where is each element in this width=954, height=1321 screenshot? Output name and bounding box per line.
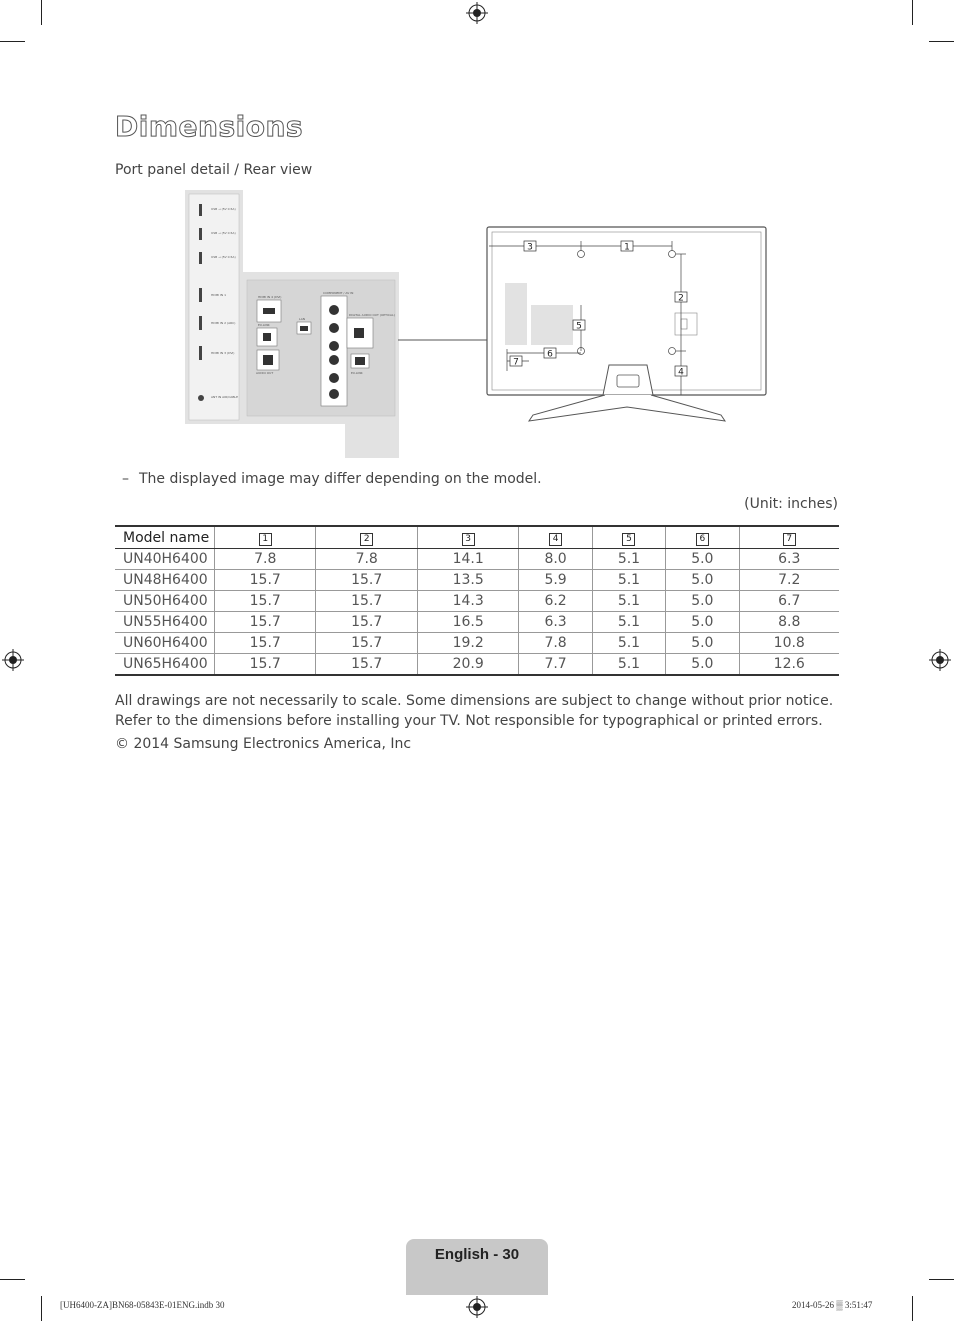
print-slug-left: [UH6400-ZA]BN68-05843E-01ENG.indb 30 (60, 1300, 225, 1310)
table-cell: 15.7 (215, 570, 316, 591)
table-cell: 5.1 (592, 654, 665, 676)
column-header (666, 526, 739, 549)
table-cell: UN48H6400 (115, 570, 215, 591)
dimension-marker-4: 4 (678, 367, 684, 378)
port-label: ANT IN AIR/CABLE (211, 395, 238, 399)
table-cell: 5.9 (519, 570, 592, 591)
table-cell: 14.1 (417, 549, 518, 570)
table-cell: 7.8 (316, 549, 417, 570)
crop-mark (929, 41, 954, 42)
crop-mark (0, 41, 25, 42)
model-note (122, 471, 542, 487)
crop-mark (912, 1296, 913, 1321)
page-title: Dimensions (115, 110, 304, 143)
disclaimer-text: All drawings are not necessarily to scale. Some dimensions are subject to change without prior notice. Refer to the dimensions before installing your TV. Not responsible for typographical or printed errors. (115, 693, 834, 729)
table-cell: 6.3 (519, 612, 592, 633)
port-label: HDMI IN 2 (ARC) (211, 321, 236, 325)
column-header (592, 526, 665, 549)
table-cell: 5.0 (666, 654, 739, 676)
table-cell: 6.7 (739, 591, 839, 612)
column-header-model: Model name (115, 526, 215, 549)
port-label: COMPONENT / AV IN (323, 291, 354, 295)
table-row (115, 633, 839, 654)
note-text: The displayed image may differ depending on the model. (139, 471, 542, 487)
table-cell: 7.7 (519, 654, 592, 676)
table-cell: 15.7 (215, 633, 316, 654)
dimension-marker-2: 2 (678, 293, 684, 304)
column-marker: 4 (549, 533, 562, 546)
table-cell: 5.0 (666, 591, 739, 612)
port-label: USB → (5V 0.5A) (211, 207, 236, 211)
print-slug-right: 2014-05-26 ▒ 3:51:47 (792, 1300, 873, 1310)
port-label: USB → (5V 0.5A) (211, 231, 236, 235)
crop-mark (912, 0, 913, 25)
dimension-marker-3: 3 (527, 242, 533, 253)
table-cell: 7.2 (739, 570, 839, 591)
column-marker: 1 (259, 533, 272, 546)
table-cell: 15.7 (215, 612, 316, 633)
page-number: English - 30 (434, 1246, 520, 1263)
column-marker: 6 (696, 533, 709, 546)
crop-mark (929, 1279, 954, 1280)
registration-mark-icon (466, 1296, 488, 1318)
table-cell: 15.7 (215, 654, 316, 676)
port-label: HDMI IN 3 (DVI) (211, 351, 235, 355)
table-cell: 6.2 (519, 591, 592, 612)
column-marker: 5 (622, 533, 635, 546)
column-marker: 7 (783, 533, 796, 546)
copyright-text: © 2014 Samsung Electronics America, Inc (115, 736, 412, 752)
table-cell: UN50H6400 (115, 591, 215, 612)
table-header-row (115, 526, 839, 549)
dimensions-table (115, 525, 839, 676)
table-cell: 14.3 (417, 591, 518, 612)
table-cell: 15.7 (316, 654, 417, 676)
table-cell: 7.8 (215, 549, 316, 570)
table-cell: 15.7 (316, 612, 417, 633)
tv-rear-view-illustration (485, 225, 770, 425)
port-label: HDMI IN 4 (DVI) (258, 295, 282, 299)
table-cell: 5.1 (592, 633, 665, 654)
table-cell: 8.0 (519, 549, 592, 570)
column-header (316, 526, 417, 549)
registration-mark-icon (929, 649, 951, 671)
dimension-marker-1: 1 (624, 242, 630, 253)
table-row (115, 591, 839, 612)
port-label: AUDIO OUT (256, 371, 274, 375)
table-row (115, 549, 839, 570)
table-cell: 8.8 (739, 612, 839, 633)
table-row (115, 654, 839, 676)
table-cell: 5.0 (666, 570, 739, 591)
table-cell: 5.1 (592, 591, 665, 612)
table-cell: 15.7 (316, 591, 417, 612)
table-row (115, 612, 839, 633)
table-cell: 5.0 (666, 633, 739, 654)
port-panel-illustration (185, 190, 401, 460)
dimension-marker-6: 6 (547, 349, 553, 360)
column-header (215, 526, 316, 549)
table-cell: 7.8 (519, 633, 592, 654)
port-label: DIGITAL AUDIO OUT (OPTICAL) (349, 313, 395, 317)
table-cell: 15.7 (215, 591, 316, 612)
table-cell: 5.1 (592, 570, 665, 591)
column-marker: 2 (360, 533, 373, 546)
table-cell: 15.7 (316, 633, 417, 654)
crop-mark (0, 1279, 25, 1280)
port-label: EX-LINK (351, 371, 363, 375)
port-label: HDMI IN 1 (211, 293, 226, 297)
port-label: EX-LINK (258, 323, 270, 327)
column-header (417, 526, 518, 549)
port-label: USB → (5V 0.5A) (211, 255, 236, 259)
table-cell: 5.0 (666, 549, 739, 570)
crop-mark (41, 0, 42, 25)
note-dash: – (122, 471, 129, 487)
table-cell: UN65H6400 (115, 654, 215, 676)
table-cell: 19.2 (417, 633, 518, 654)
table-row (115, 570, 839, 591)
table-cell: 5.1 (592, 612, 665, 633)
column-header (739, 526, 839, 549)
table-cell: 6.3 (739, 549, 839, 570)
column-header (519, 526, 592, 549)
table-cell: 15.7 (316, 570, 417, 591)
table-cell: UN40H6400 (115, 549, 215, 570)
dimension-marker-5: 5 (576, 321, 582, 332)
port-label: LAN (299, 317, 306, 321)
table-cell: 12.6 (739, 654, 839, 676)
crop-mark (41, 1296, 42, 1321)
table-cell: 20.9 (417, 654, 518, 676)
unit-label: (Unit: inches) (744, 496, 838, 512)
figure-caption: Port panel detail / Rear view (115, 162, 313, 178)
dimension-marker-7: 7 (513, 357, 519, 368)
table-cell: UN60H6400 (115, 633, 215, 654)
table-cell: UN55H6400 (115, 612, 215, 633)
column-marker: 3 (462, 533, 475, 546)
table-cell: 13.5 (417, 570, 518, 591)
registration-mark-icon (466, 2, 488, 24)
table-cell: 5.0 (666, 612, 739, 633)
table-cell: 10.8 (739, 633, 839, 654)
table-cell: 5.1 (592, 549, 665, 570)
registration-mark-icon (2, 649, 24, 671)
table-cell: 16.5 (417, 612, 518, 633)
